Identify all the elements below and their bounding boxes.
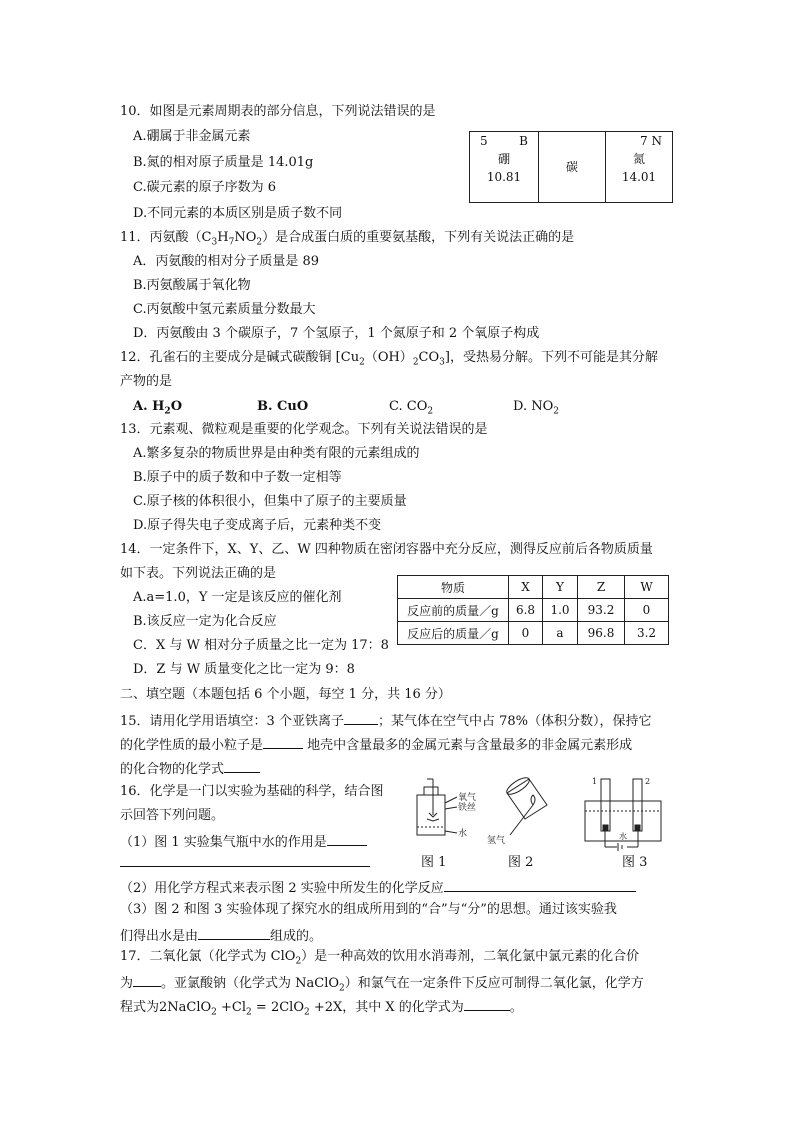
q15-line3: 的化合物的化学式 [120, 758, 260, 779]
q17-line2: 为 。亚氯酸钠（化学式为 NaClO$_2$）和氯气在一定条件下反应可制得二氧化氯，化学方 [120, 972, 644, 998]
q11-option-c: C.丙氨酸中氢元素质量分数最大 [133, 302, 316, 317]
answer-blank[interactable] [327, 831, 367, 846]
nitrogen-name: 氮 [632, 152, 645, 166]
q10-option-b: B.氮的相对原子质量是 14.01g [133, 155, 314, 170]
fig2-hydrogen-label: 氢气 [487, 836, 506, 846]
answer-blank[interactable] [444, 877, 636, 892]
boron-symbol: B [519, 134, 528, 148]
q11-option-a: A．丙氨酸的相对分子质量是 89 [133, 254, 320, 269]
figure-2-hydrogen-burning [504, 775, 547, 835]
figure-3-caption: 图 3 [622, 855, 648, 870]
q12-stem-line2: 产物的是 [120, 374, 173, 389]
q17-line3: 程式为2NaClO$_2$ $+Cl_2 = 2ClO_2 +2X$，其中 X 的化学式为 。 [120, 996, 523, 1022]
q13-stem: 13．元素观、微粒观是重要的化学观念。下列有关说法错误的是 [120, 422, 488, 437]
answer-blank[interactable] [224, 758, 260, 773]
mass-table [397, 575, 669, 645]
cell: 3.2 [625, 622, 669, 645]
section-heading: 二、填空题（本题包括 6 个小题，每空 1 分，共 16 分） [120, 687, 451, 702]
fig3-water-label: 水 [619, 832, 627, 841]
boron-mass: 10.81 [486, 170, 522, 184]
q16-line4: （2）用化学方程式来表示图 2 实验中所发生的化学反应 [120, 877, 636, 898]
q16-line2: 示回答下列问题。 [120, 808, 225, 823]
q14-option-c: C．X 与 W 相对分子质量之比一定为 17：8 [133, 638, 389, 653]
answer-blank[interactable] [133, 972, 161, 987]
cell: 反应前的质量／g [398, 599, 509, 622]
q14-option-d: D．Z 与 W 质量变化之比一定为 9：8 [133, 662, 355, 677]
periodic-table-excerpt [469, 131, 673, 203]
answer-blank[interactable] [464, 996, 510, 1011]
q12-option-d: D. $NO_2$ [513, 399, 559, 417]
cell: 0 [509, 622, 543, 645]
answer-blank[interactable] [344, 710, 378, 725]
q10-option-c: C.碳元素的原子序数为 6 [133, 180, 277, 195]
q16-line6: 们得出水是由 组成的。 [120, 925, 322, 946]
q17-line1: 17．二氧化氯（化学式为 ClO$_2$）是一种高效的饮用水消毒剂，二氧化氯中氯元素的化合价 [120, 949, 640, 967]
fig3-tube-2-label: 2 [645, 777, 651, 786]
boron-number: 5 [480, 134, 488, 148]
element-cell-nitrogen [606, 132, 673, 203]
nitrogen-number: 7 [640, 134, 648, 148]
q15-line1: 15．请用化学用语填空：3 个亚铁离子 ；某气体在空气中占 78%（体积分数），保持它 [120, 710, 651, 731]
q16-line1: 16．化学是一门以实验为基础的科学，结合图 [120, 784, 384, 799]
experiment-figures [405, 775, 685, 853]
answer-blank[interactable] [198, 925, 270, 940]
q14-stem-line1: 14．一定条件下，X、Y、乙、W 四种物质在密闭容器中充分反应，测得反应前后各物质质量 [120, 542, 653, 557]
figure-1-caption: 图 1 [421, 855, 447, 870]
q15-line2: 的化学性质的最小粒子是 地壳中含量最多的金属元素与含量最多的非金属元素形成 [120, 734, 632, 755]
mass-table-header [398, 576, 669, 599]
header-y: Y [543, 576, 578, 599]
q11-option-d: D．丙氨酸由 3 个碳原子，7 个氢原子，1 个氮原子和 2 个氧原子构成 [133, 326, 540, 341]
q13-option-a: A.繁多复杂的物质世界是由种类有限的元素组成的 [133, 446, 420, 461]
answer-blank[interactable] [263, 734, 303, 749]
cell: 0 [625, 599, 669, 622]
carbon-name: 碳 [565, 160, 578, 174]
cell: 反应后的质量／g [398, 622, 509, 645]
cell: 1.0 [543, 599, 578, 622]
q12-option-c: C. $CO_2$ [389, 399, 434, 417]
q11-stem: 11．丙氨酸$(C_3H_7NO_2)$是合成蛋白质的重要氨基酸，下列有关说法正确的是 [120, 230, 575, 248]
nitrogen-symbol: N [651, 134, 662, 148]
q12-option-a: A. $H_2O$ [133, 399, 183, 417]
q10-option-d: D.不同元素的本质区别是质子数不同 [133, 206, 343, 221]
q16-line5: （3）图 2 和图 3 实验体现了探究水的组成所用到的“合”与“分”的思想。通过该实验我 [120, 902, 617, 917]
header-w: W [625, 576, 669, 599]
q16-line3: （1）图 1 实验集气瓶中水的作用是 [120, 831, 367, 852]
q12-stem: 12．孔雀石的主要成分是碱式碳酸铜 $[Cu_2(OH)_2CO_3]$，受热易分解。下列不可能是其分解 [120, 350, 658, 368]
q12-option-b: B. CuO [257, 399, 309, 414]
cell: 6.8 [509, 599, 543, 622]
cell: 96.8 [578, 622, 625, 645]
q14-stem-line2: 如下表。下列说法正确的是 [120, 566, 277, 581]
fig1-oxygen-label: 氧气 [458, 793, 477, 803]
answer-blank-long[interactable] [120, 850, 370, 867]
header-substance: 物质 [398, 576, 509, 599]
q13-option-c: C.原子核的体积很小，但集中了原子的主要质量 [133, 494, 407, 509]
fig1-wire-label: 铁丝 [458, 803, 477, 813]
q10-stem: 10．如图是元素周期表的部分信息，下列说法错误的是 [120, 104, 436, 119]
fig1-water-label: 水 [458, 829, 468, 839]
header-z: Z [578, 576, 625, 599]
element-cell-boron [470, 132, 539, 203]
q10-option-a: A.硼属于非金属元素 [133, 129, 251, 144]
cell: a [543, 622, 578, 645]
mass-table-row-before [398, 599, 669, 622]
q11-option-b: B.丙氨酸属于氧化物 [133, 278, 251, 293]
q13-option-b: B.原子中的质子数和中子数一定相等 [133, 470, 342, 485]
nitrogen-mass: 14.01 [621, 170, 657, 184]
mass-table-row-after [398, 622, 669, 645]
header-x: X [509, 576, 543, 599]
boron-name: 硼 [497, 152, 510, 166]
element-cell-carbon [539, 132, 606, 203]
q13-option-d: D.原子得失电子变成离子后，元素种类不变 [133, 518, 382, 533]
q14-option-a: A.a=1.0，Y 一定是该反应的催化剂 [133, 590, 342, 605]
cell: 93.2 [578, 599, 625, 622]
q14-option-b: B.该反应一定为化合反应 [133, 614, 277, 629]
figure-1-gas-bottle [417, 779, 457, 835]
fig3-tube-1-label: 1 [592, 777, 598, 786]
figure-2-caption: 图 2 [508, 855, 534, 870]
